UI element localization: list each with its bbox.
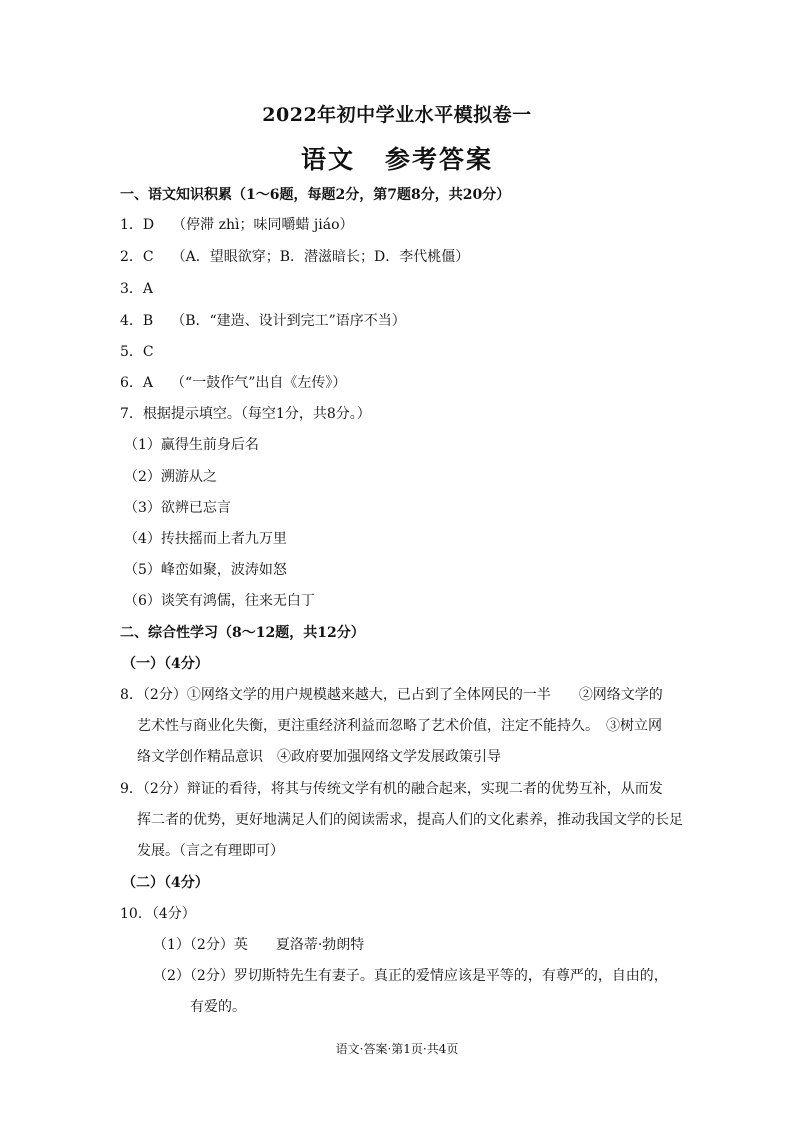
answer-2-note: （A．望眼欲穿；B．潜滋暗长；D．李代桃僵） <box>171 249 470 265</box>
exam-title: 2022年初中学业水平模拟卷一 <box>262 104 532 126</box>
section2-heading: 二、综合性学习（8～12题，共12分） <box>120 625 365 641</box>
q10-sub-2-line-2: 有爱的。 <box>190 999 246 1015</box>
answer-2-choice: 2．C <box>120 249 154 265</box>
answer-4-choice: 4．B <box>120 313 154 329</box>
answer-6 <box>120 373 346 393</box>
answer-4-note: （B．“建造、设计到完工”语序不当） <box>171 313 406 329</box>
q7-item-6: （6）谈笑有鸿儒，往来无白丁 <box>124 593 315 609</box>
q8-line-3: 络文学创作精品意识 ④政府要加强网络文学发展政策引导 <box>137 749 501 765</box>
q9-line-3: 发展。（言之有理即可） <box>137 843 284 859</box>
answer-6-note: （“一鼓作气”出自《左传》） <box>171 375 347 391</box>
section2-part1: （一）（4分） <box>122 656 209 672</box>
q9-line-2: 挥二者的优势，更好地满足人们的阅读需求，提高人们的文化素养，推动我国文学的长足 <box>137 812 683 828</box>
subject-label: 语文 <box>300 145 355 174</box>
answer-6-choice: 6．A <box>120 375 154 391</box>
answer-5-choice: 5．C <box>120 344 154 360</box>
q9-line-1: 9．（2分）辩证的看待，将其与传统文学有机的融合起来，实现二者的优势互补，从而发 <box>120 781 663 797</box>
q7-item-5: （5）峰峦如聚，波涛如怒 <box>124 562 287 578</box>
section2-part2: （二）（4分） <box>122 875 209 891</box>
answer-key-label: 参考答案 <box>385 145 494 174</box>
q10-heading: 10．（4分） <box>120 906 196 922</box>
answer-2 <box>120 247 469 267</box>
answer-5 <box>120 342 154 362</box>
answer-1 <box>120 215 354 235</box>
answer-1-choice: 1．D <box>120 217 155 233</box>
q7-item-1: （1）赢得生前身后名 <box>124 437 259 453</box>
page-footer: 语文·答案·第1页·共4页 <box>335 1042 459 1056</box>
q10-sub-2-line-1: （2）（2分）罗切斯特先生有妻子。真正的爱情应该是平等的，有尊严的，自由的， <box>153 968 668 984</box>
answer-3 <box>120 279 153 299</box>
q10-sub-1: （1）（2分）英 夏洛蒂·勃朗特 <box>153 937 365 953</box>
answer-3-choice: 3．A <box>120 281 154 297</box>
section1-heading: 一、语文知识积累（1～6题，每题2分，第7题8分，共20分） <box>120 187 511 203</box>
q8-line-1: 8．（2分）①网络文学的用户规模越来越大，已占到了全体网民的一半 ②网络文学的 <box>120 687 663 703</box>
exam-subtitle <box>0 140 794 176</box>
answer-1-note: （停滞 zhì；味同嚼蜡 jiáo） <box>172 217 354 233</box>
q7-item-3: （3）欲辨已忘言 <box>124 500 231 516</box>
q8-line-2: 艺术性与商业化失衡，更注重经济利益而忽略了艺术价值，注定不能持久。 ③树立网 <box>137 718 662 734</box>
q7-heading: 7．根据提示填空。（每空1分，共8分。） <box>120 406 371 422</box>
q7-item-4: （4）抟扶摇而上者九万里 <box>124 531 287 547</box>
q7-item-2: （2）溯游从之 <box>124 469 217 485</box>
answer-4 <box>120 311 406 331</box>
